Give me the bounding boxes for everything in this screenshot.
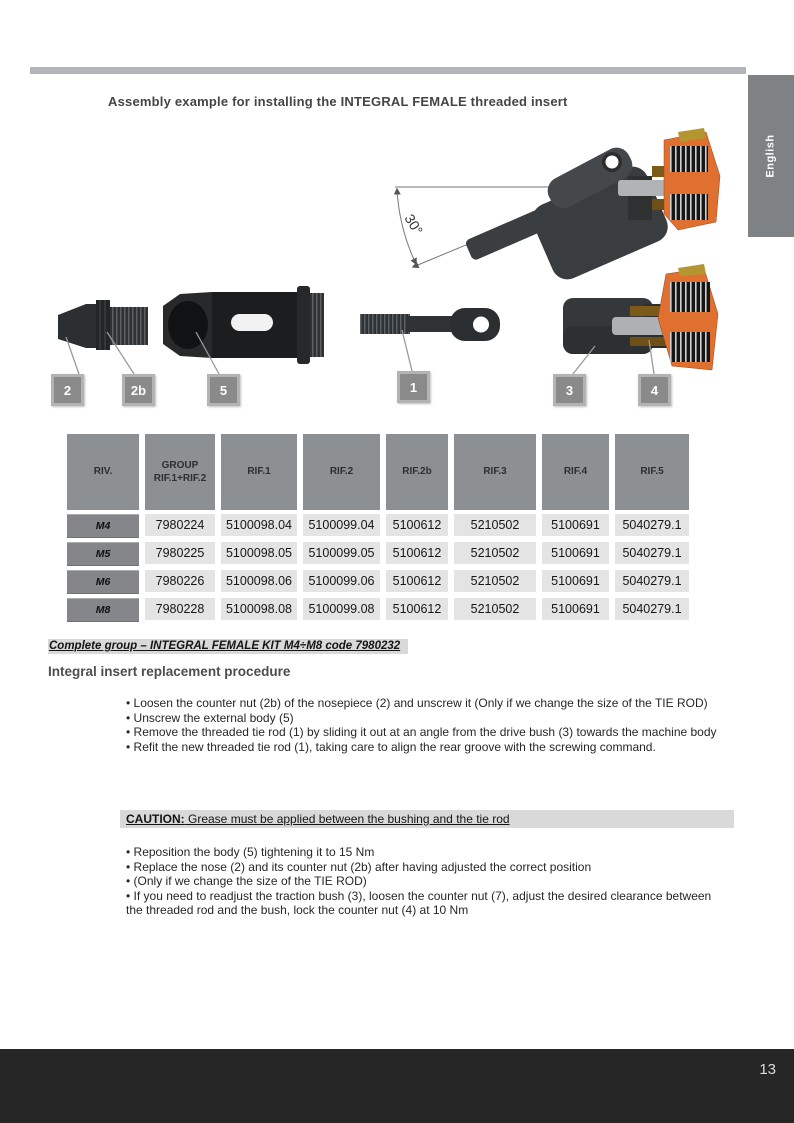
table-cell: 5100098.06 <box>221 570 297 592</box>
table-cell: M5 <box>67 542 139 566</box>
part-label-4: 4 <box>638 374 671 406</box>
table-cell: 5040279.1 <box>615 514 689 536</box>
page-number: 13 <box>759 1061 776 1078</box>
procedure-step: • Loosen the counter nut (2b) of the nosepiece (2) and unscrew it (Only if we change the size of the TIE ROD) <box>126 696 708 710</box>
table-cell: M8 <box>67 598 139 622</box>
table-cell: 5210502 <box>454 514 536 536</box>
angle-value: 30° <box>401 211 427 238</box>
procedure-step: • Replace the nose (2) and its counter nut (2b) after having adjusted the correct position <box>126 859 592 874</box>
caution-banner <box>120 810 734 828</box>
table-cell: 5100691 <box>542 570 609 592</box>
table-cell: 5100612 <box>386 598 448 620</box>
table-cell: 5100691 <box>542 598 609 620</box>
table-cell: 5040279.1 <box>615 598 689 620</box>
page-title: Assembly example for installing the INTEGRAL FEMALE threaded insert <box>108 94 568 109</box>
table-cell: 5100099.05 <box>303 542 380 564</box>
column-header: RIF.2 <box>303 434 380 510</box>
nosepiece-figure <box>58 300 148 350</box>
procedure-step: • (Only if we change the size of the TIE ROD) <box>126 874 367 889</box>
table-cell: 5040279.1 <box>615 542 689 564</box>
table-cell: 5100691 <box>542 542 609 564</box>
table-cell: 5100098.08 <box>221 598 297 620</box>
footer-bar <box>0 1049 794 1123</box>
table-cell: 7980228 <box>145 598 215 620</box>
table-cell: 7980226 <box>145 570 215 592</box>
drive-bush-figure <box>563 264 718 370</box>
procedure-step: • If you need to readjust the traction bush (3), loosen the counter nut (7), adjust the desired clearance between the threaded rod and the bush, lock the counter nut (4) at 10 Nm <box>126 888 712 918</box>
column-header: RIF.4 <box>542 434 609 510</box>
part-label-1: 1 <box>397 371 430 403</box>
external-body-figure <box>163 286 324 364</box>
body-slot <box>231 314 273 331</box>
procedure-step: • Unscrew the external body (5) <box>126 710 294 725</box>
complete-group-note: Complete group – INTEGRAL FEMALE KIT M4÷M8 code 7980232 <box>48 639 408 654</box>
part-label-3: 3 <box>553 374 586 406</box>
table-cell: 7980225 <box>145 542 215 564</box>
column-header: RIF.2b <box>386 434 448 510</box>
column-header: RIF.1 <box>221 434 297 510</box>
table-cell: 5100612 <box>386 514 448 536</box>
part-label-5: 5 <box>207 374 240 406</box>
tie-rod-figure <box>360 308 500 341</box>
procedure-heading: Integral insert replacement procedure <box>48 664 291 679</box>
procedure-steps-after <box>126 845 726 918</box>
table-cell: 5100612 <box>386 570 448 592</box>
riveting-tool-figure <box>464 128 720 284</box>
table-cell: 5210502 <box>454 542 536 564</box>
table-cell: 5100612 <box>386 542 448 564</box>
column-header: RIF.3 <box>454 434 536 510</box>
top-divider-bar <box>30 67 746 74</box>
language-tab-label: English <box>764 134 777 178</box>
table-cell: M6 <box>67 570 139 594</box>
procedure-step: • Refit the new threaded tie rod (1), taking care to align the rear groove with the screwing command. <box>126 739 656 754</box>
part-label-2: 2 <box>51 374 84 406</box>
assembly-figure <box>0 118 794 410</box>
table-cell: 5100691 <box>542 514 609 536</box>
table-cell: 5100099.06 <box>303 570 380 592</box>
table-cell: 7980224 <box>145 514 215 536</box>
caution-label: CAUTION: <box>126 812 185 826</box>
part-label-2b: 2b <box>122 374 155 406</box>
table-cell: 5100099.04 <box>303 514 380 536</box>
procedure-step: • Remove the threaded tie rod (1) by sliding it out at an angle from the drive bush (3) towards the machine body <box>126 725 717 740</box>
table-cell: 5100098.04 <box>221 514 297 536</box>
tie-rod-hole <box>473 317 489 333</box>
part-codes-table <box>67 434 689 622</box>
table-cell: 5100099.08 <box>303 598 380 620</box>
procedure-steps-before <box>126 696 726 754</box>
column-header: RIV. <box>67 434 139 510</box>
procedure-step: • Reposition the body (5) tightening it to 15 Nm <box>126 845 375 859</box>
table-cell: 5210502 <box>454 598 536 620</box>
caution-text: Grease must be applied between the bushing and the tie rod <box>184 812 510 826</box>
column-header: GROUP RIF.1+RIF.2 <box>145 434 215 510</box>
table-cell: 5040279.1 <box>615 570 689 592</box>
table-cell: 5210502 <box>454 570 536 592</box>
table-cell: M4 <box>67 514 139 538</box>
column-header: RIF.5 <box>615 434 689 510</box>
table-cell: 5100098.05 <box>221 542 297 564</box>
